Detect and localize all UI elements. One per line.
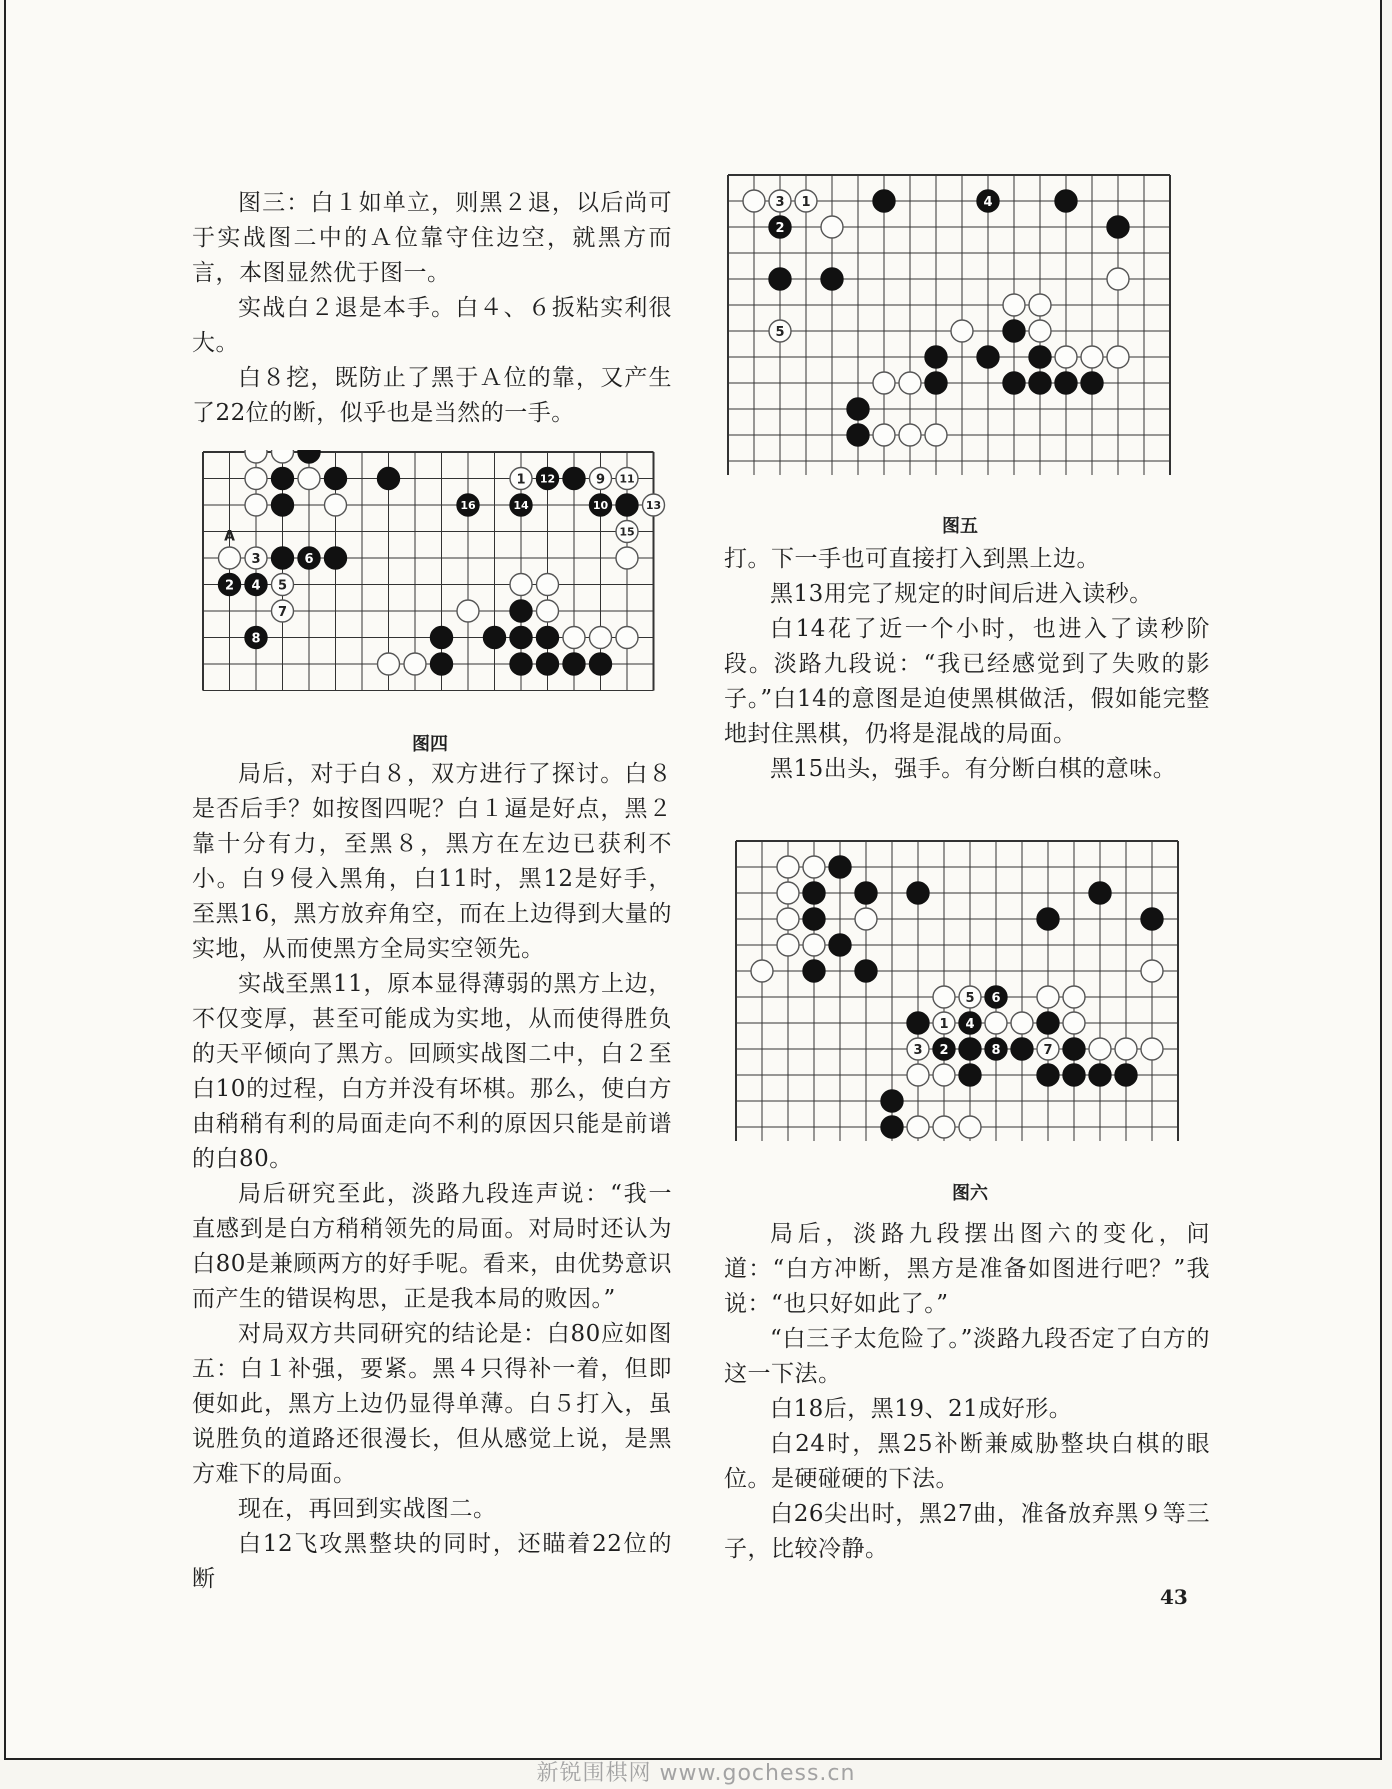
white-stone xyxy=(777,882,799,904)
black-stone xyxy=(616,494,638,516)
stone-move-number: 5 xyxy=(775,325,785,340)
stone-move-number: 2 xyxy=(224,578,235,594)
stone-move-number: 7 xyxy=(1043,1043,1053,1058)
black-stone xyxy=(1063,1064,1085,1086)
black-stone xyxy=(1107,216,1129,238)
stone-move-number: 13 xyxy=(645,499,662,512)
black-stone xyxy=(881,1090,903,1112)
white-stone xyxy=(933,1116,955,1138)
white-stone xyxy=(616,547,638,569)
stone-move-number: 15 xyxy=(619,525,635,539)
white-stone xyxy=(803,934,825,956)
black-stone xyxy=(1063,1038,1085,1060)
paragraph: 局后，对于白８，双方进行了探讨。白８是否后手？如按图四呢？白１逼是好点，黑２靠十分有力，至黑８，黑方在左边已获利不小。白９侵入黑角，白11时，黑12是好手，至黑16，黑方放弃角空，而在上边得到大量的实地，从而使黑方全局实空领先。 xyxy=(192,761,672,962)
black-stone xyxy=(1055,372,1077,394)
paragraph: 白26尖出时，黑27曲，准备放弃黑９等三子，比较冷静。 xyxy=(724,1501,1210,1562)
white-stone xyxy=(1141,960,1163,982)
paragraph: “白三子太危险了。”淡路九段否定了白方的这一下法。 xyxy=(724,1326,1210,1387)
black-stone xyxy=(847,424,869,446)
black-stone xyxy=(510,600,532,622)
black-stone xyxy=(563,468,585,490)
white-stone xyxy=(855,908,877,930)
paragraph: 白14花了近一个小时，也进入了读秒阶段。淡路九段说：“我已经感觉到了失败的影子。”白14的意图是迫使黑棋做活，假如能完整地封住黑棋，仍将是混战的局面。 xyxy=(724,616,1210,747)
page-number: 43 xyxy=(1160,1585,1188,1609)
black-stone xyxy=(1081,372,1103,394)
black-stone xyxy=(563,653,585,675)
figure-caption: 图五 xyxy=(942,516,978,537)
left-column-bottom xyxy=(192,757,672,1597)
white-stone xyxy=(1089,1038,1111,1060)
white-stone xyxy=(1037,986,1059,1008)
stone-move-number: 9 xyxy=(595,472,606,488)
paragraph: 现在，再回到实战图二。 xyxy=(238,1496,497,1522)
go-board-figure-5 xyxy=(723,172,1196,497)
white-stone xyxy=(298,468,320,490)
stone-move-number: 1 xyxy=(801,195,811,210)
black-stone xyxy=(803,908,825,930)
white-stone xyxy=(537,600,559,622)
white-stone xyxy=(985,1012,1007,1034)
white-stone xyxy=(933,986,955,1008)
black-stone xyxy=(1003,372,1025,394)
stone-move-number: 12 xyxy=(539,472,556,486)
white-stone xyxy=(245,450,267,463)
figure-caption: 图四 xyxy=(412,734,448,755)
white-stone xyxy=(378,653,400,675)
paragraph: 白18后，黑19、21成好形。 xyxy=(770,1396,1073,1422)
white-stone xyxy=(925,424,947,446)
black-stone xyxy=(925,372,947,394)
stone-move-number: 5 xyxy=(277,578,288,594)
white-stone xyxy=(873,372,895,394)
white-stone xyxy=(899,424,921,446)
black-stone xyxy=(272,494,294,516)
black-stone xyxy=(977,346,999,368)
white-stone xyxy=(1063,986,1085,1008)
stone-move-number: 3 xyxy=(251,552,261,567)
stone-move-number: 8 xyxy=(991,1043,1001,1058)
white-stone xyxy=(959,1116,981,1138)
black-stone xyxy=(1011,1038,1033,1060)
paragraph: 对局双方共同研究的结论是：白80应如图五：白１补强，要紧。黑４只得补一着，但即便如此，黑方上边仍显得单薄。白５打入，虽说胜负的道路还很漫长，但从感觉上说，是黑方难下的局面。 xyxy=(192,1321,672,1487)
white-stone xyxy=(510,574,532,596)
black-stone xyxy=(959,1038,981,1060)
white-stone xyxy=(933,1064,955,1086)
black-stone xyxy=(272,547,294,569)
board-grid xyxy=(203,452,654,691)
stone-move-number: 11 xyxy=(619,472,635,486)
white-stone xyxy=(404,653,426,675)
left-column-top xyxy=(192,186,672,431)
stone-move-number: 2 xyxy=(775,221,785,236)
black-stone xyxy=(803,960,825,982)
black-stone xyxy=(325,547,347,569)
right-column-bottom xyxy=(724,1217,1210,1567)
white-stone xyxy=(1107,346,1129,368)
black-stone xyxy=(855,882,877,904)
black-stone xyxy=(907,882,929,904)
white-stone xyxy=(907,1116,929,1138)
black-stone xyxy=(1141,908,1163,930)
black-stone xyxy=(590,653,612,675)
white-stone xyxy=(751,960,773,982)
black-stone xyxy=(510,627,532,649)
stone-move-number: 8 xyxy=(251,631,261,647)
stone-move-number: 2 xyxy=(939,1043,949,1058)
black-stone xyxy=(821,268,843,290)
black-stone xyxy=(1037,1012,1059,1034)
black-stone xyxy=(847,398,869,420)
white-stone xyxy=(1029,294,1051,316)
stone-move-number: 3 xyxy=(775,195,785,210)
white-stone xyxy=(219,547,241,569)
stone-move-number: 1 xyxy=(939,1017,949,1032)
stone-move-number: 4 xyxy=(983,195,993,210)
point-label-a: A xyxy=(224,528,235,545)
black-stone xyxy=(829,856,851,878)
black-stone xyxy=(1089,882,1111,904)
white-stone xyxy=(1055,346,1077,368)
stone-move-number: 10 xyxy=(592,499,609,512)
white-stone xyxy=(537,574,559,596)
stone-move-number: 7 xyxy=(277,605,288,620)
stone-move-number: 1 xyxy=(516,472,526,488)
white-stone xyxy=(457,600,479,622)
white-stone xyxy=(777,934,799,956)
white-stone xyxy=(590,627,612,649)
stone-move-number: 4 xyxy=(251,578,261,594)
paragraph: 白12飞攻黑整块的同时，还瞄着22位的断 xyxy=(192,1531,672,1592)
white-stone xyxy=(1011,1012,1033,1034)
black-stone xyxy=(1037,908,1059,930)
black-stone xyxy=(272,468,294,490)
stone-move-number: 3 xyxy=(913,1043,923,1058)
white-stone xyxy=(1115,1038,1137,1060)
black-stone xyxy=(1055,190,1077,212)
go-board-figure-6 xyxy=(733,838,1201,1165)
black-stone xyxy=(1115,1064,1137,1086)
black-stone xyxy=(881,1116,903,1138)
paragraph: 打。下一手也可直接打入到黑上边。 xyxy=(724,546,1100,572)
black-stone xyxy=(1089,1064,1111,1086)
black-stone xyxy=(484,627,506,649)
white-stone xyxy=(777,908,799,930)
white-stone xyxy=(616,627,638,649)
black-stone xyxy=(907,1012,929,1034)
stone-move-number: 6 xyxy=(304,552,314,567)
white-stone xyxy=(245,494,267,516)
white-stone xyxy=(1107,268,1129,290)
stone-move-number: 4 xyxy=(965,1017,975,1032)
stone-move-number: 14 xyxy=(513,499,529,512)
paragraph: 实战至黑11，原本显得薄弱的黑方上边，不仅变厚，甚至可能成为实地，从而使得胜负的天平倾向了黑方。回顾实战图二中，白２至白10的过程，白方并没有坏棋。那么，使白方由稍稍有利的局面走向不利的原因只能是前谱的白80。 xyxy=(192,971,672,1172)
white-stone xyxy=(325,494,347,516)
white-stone xyxy=(821,216,843,238)
paragraph: 实战白２退是本手。白４、６扳粘实利很大。 xyxy=(192,295,672,356)
black-stone xyxy=(1029,346,1051,368)
black-stone xyxy=(959,1064,981,1086)
white-stone xyxy=(1003,294,1025,316)
black-stone xyxy=(855,960,877,982)
go-board-figure-4 xyxy=(200,450,670,728)
white-stone xyxy=(907,1064,929,1086)
black-stone xyxy=(1003,320,1025,342)
black-stone xyxy=(510,653,532,675)
stone-move-number: 6 xyxy=(991,991,1001,1006)
black-stone xyxy=(803,882,825,904)
stone-move-number: 16 xyxy=(460,499,476,512)
board-grid xyxy=(736,841,1178,1141)
stone-move-number: 5 xyxy=(965,991,975,1006)
black-stone xyxy=(925,346,947,368)
black-stone xyxy=(829,934,851,956)
black-stone xyxy=(1037,1064,1059,1086)
paragraph: 局后，淡路九段摆出图六的变化，问道：“白方冲断，黑方是准备如图进行吧？”我说：“也只好如此了。” xyxy=(724,1221,1210,1317)
white-stone xyxy=(245,468,267,490)
black-stone xyxy=(298,450,320,463)
black-stone xyxy=(378,468,400,490)
white-stone xyxy=(1081,346,1103,368)
white-stone xyxy=(1063,1012,1085,1034)
paragraph: 图三：白１如单立，则黑２退，以后尚可于实战图二中的Ａ位靠守住边空，就黑方而言，本图显然优于图一。 xyxy=(192,190,672,286)
white-stone xyxy=(1141,1038,1163,1060)
paragraph: 白24时，黑25补断兼威胁整块白棋的眼位。是硬碰硬的下法。 xyxy=(724,1431,1210,1492)
white-stone xyxy=(272,450,294,463)
black-stone xyxy=(431,627,453,649)
black-stone xyxy=(537,653,559,675)
white-stone xyxy=(803,856,825,878)
black-stone xyxy=(325,468,347,490)
paragraph: 黑15出头，强手。有分断白棋的意味。 xyxy=(770,756,1177,782)
black-stone xyxy=(431,653,453,675)
board-grid xyxy=(728,175,1170,475)
white-stone xyxy=(743,190,765,212)
black-stone xyxy=(1029,372,1051,394)
black-stone xyxy=(873,190,895,212)
white-stone xyxy=(899,372,921,394)
black-stone xyxy=(769,268,791,290)
right-column-top xyxy=(724,542,1210,787)
paragraph: 白８挖，既防止了黑于Ａ位的靠，又产生了22位的断，似乎也是当然的一手。 xyxy=(192,365,672,426)
white-stone xyxy=(1029,320,1051,342)
figure-caption: 图六 xyxy=(952,1183,988,1204)
white-stone xyxy=(563,627,585,649)
white-stone xyxy=(777,856,799,878)
paragraph: 黑13用完了规定的时间后进入读秒。 xyxy=(770,581,1153,607)
watermark: 新锐围棋网 www.gochess.cn xyxy=(536,1761,856,1786)
white-stone xyxy=(951,320,973,342)
black-stone xyxy=(537,627,559,649)
paragraph: 局后研究至此，淡路九段连声说：“我一直感到是白方稍稍领先的局面。对局时还认为白80是兼顾两方的好手呢。看来，由优势意识而产生的错误构思，正是我本局的败因。” xyxy=(192,1181,672,1312)
white-stone xyxy=(873,424,895,446)
